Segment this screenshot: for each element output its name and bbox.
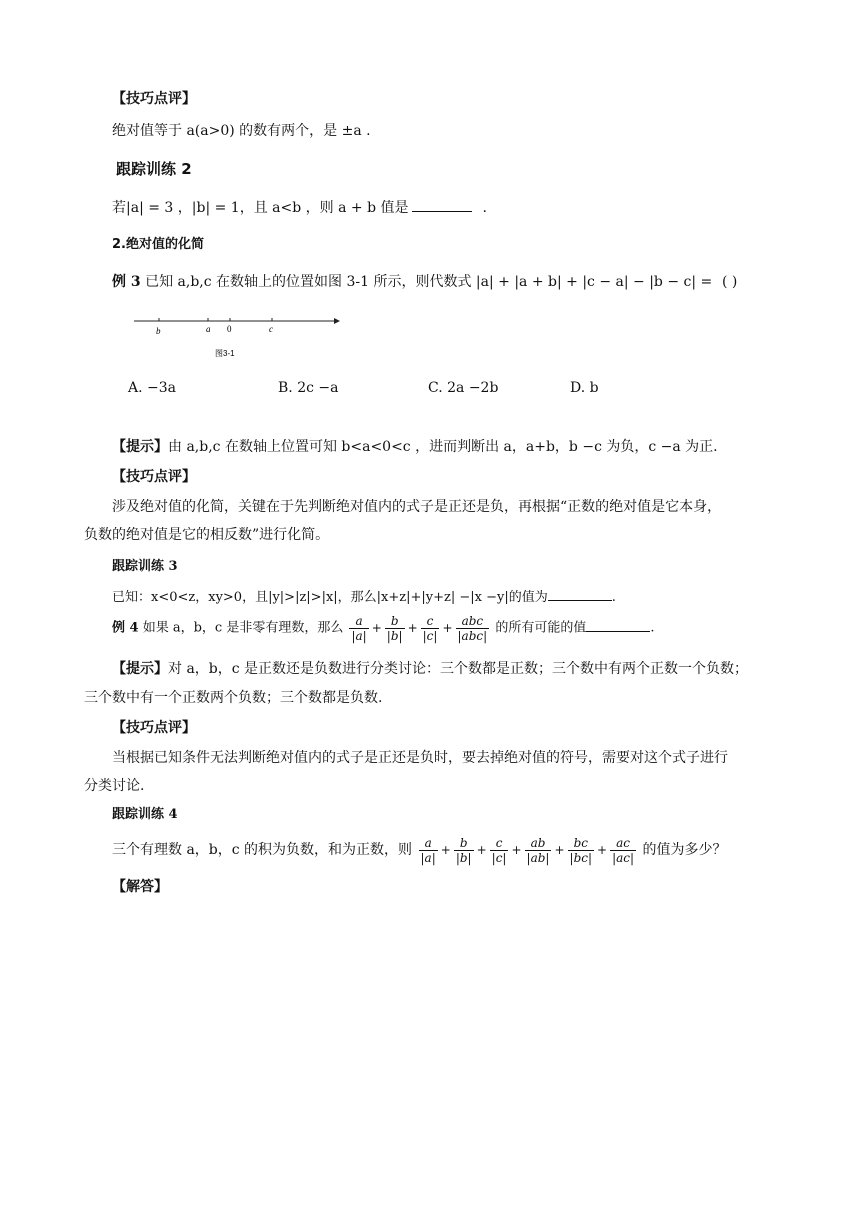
training-2-question: 若|a| = 3 ，|b| = 1，且 a<b ，则 a + b 值是 . <box>112 197 487 217</box>
option-d[interactable]: D. b <box>570 380 599 396</box>
hint-3: 【提示】由 a,b,c 在数轴上位置可知 b<a<0<c ，进而判断出 a，a+b，b −c 为负，c −a 为正. <box>112 439 718 455</box>
number-line-figure <box>130 312 350 364</box>
fraction: $\frac{b}{|b|}$ <box>455 835 472 865</box>
skill-comment-3-line2: 分类讨论. <box>84 778 145 794</box>
example-3-text: 例 3 已知 a,b,c 在数轴上的位置如图 3-1 所示，则代数式 |a| + |a + b| + |c − a| − |b − c| = <box>112 274 713 290</box>
skill-comment-heading: 【技巧点评】 <box>112 91 196 107</box>
arrow-head-icon <box>334 318 340 324</box>
example-4-text: 例 4 如果 a，b，c 是非零有理数，那么 $\frac{a}{|a|}$ + $\frac{b}{|b|}$ + $\frac{c}{|c|}$ + $\frac{\text{abc}}{\text{|abc|}}$ 的所有可能的值 . <box>112 613 655 643</box>
answer-blank[interactable] <box>412 197 472 212</box>
training-3-question: 已知：x<0<z，xy>0，且|y|>|z|>|x|，那么|x+z|+|y+z| −|x −y|的值为 . <box>112 586 616 607</box>
answer-blank[interactable] <box>548 586 612 601</box>
section-heading: 2.绝对值的化简 <box>112 237 204 252</box>
fraction: $\frac{ab}{|ab|}$ <box>526 835 550 865</box>
fraction: $\frac{a}{|a|}$ <box>420 835 436 865</box>
skill-comment-3-line1: 当根据已知条件无法判断绝对值内的式子是正还是负时，要去掉绝对值的符号，需要对这个式子进行 <box>112 750 728 766</box>
training-4-heading: 跟踪训练 4 <box>112 807 178 822</box>
label-zero: 0 <box>227 324 232 334</box>
fraction: $\frac{bc}{|bc|}$ <box>569 835 593 865</box>
fraction: $\frac{ac}{|ac|}$ <box>612 835 635 865</box>
hint-4-line1: 【提示】对 a，b，c 是正数还是负数进行分类讨论：三个数都是正数；三个数中有两个正数一个负数； <box>112 661 749 677</box>
figure-caption: 图3-1 <box>215 349 235 358</box>
option-c[interactable]: C. 2a −2b <box>428 380 499 396</box>
training-4-question: 三个有理数 a，b，c 的积为负数，和为正数，则 $\frac{a}{|a|}$ + $\frac{b}{|b|}$ + $\frac{c}{|c|}$ + $\frac{ab}{|ab|}$ + $\frac{bc}{|bc|}$ + $\frac{ac}{|ac|}$ 的值为多少？ <box>112 835 727 865</box>
skill-comment-3-heading: 【技巧点评】 <box>112 720 196 736</box>
training-3-heading: 跟踪训练 3 <box>112 559 178 574</box>
skill-comment-2-line1: 涉及绝对值的化简，关键在于先判断绝对值内的式子是正还是负，再根据“正数的绝对值是它本身， <box>112 499 722 515</box>
label-b: b <box>156 326 161 336</box>
fraction: $\frac{a}{|a|}$ <box>351 613 367 643</box>
option-b[interactable]: B. 2c −a <box>278 380 339 396</box>
answer-parentheses: ( ) <box>722 274 738 290</box>
fraction: $\frac{c}{|c|}$ <box>422 613 438 643</box>
skill-comment-2-heading: 【技巧点评】 <box>112 469 196 485</box>
label-a: a <box>206 324 211 334</box>
answer-blank[interactable] <box>586 617 650 632</box>
skill-comment-2-line2: 负数的绝对值是它的相反数”进行化简。 <box>84 527 330 543</box>
fraction: $\frac{b}{|b|}$ <box>386 613 403 643</box>
hint-4-line2: 三个数中有一个正数两个负数；三个数都是负数. <box>84 690 383 706</box>
fraction: $\frac{\text{abc}}{\text{|abc|}}$ <box>457 613 488 643</box>
option-a[interactable]: A. −3a <box>128 380 176 396</box>
skill-comment-text: 绝对值等于 a(a>0) 的数有两个，是 ±a . <box>112 123 371 139</box>
label-c: c <box>269 324 273 334</box>
training-2-heading: 跟踪训练 2 <box>116 160 192 178</box>
fraction: $\frac{c}{|c|}$ <box>491 835 507 865</box>
answer-heading: 【解答】 <box>112 879 168 895</box>
